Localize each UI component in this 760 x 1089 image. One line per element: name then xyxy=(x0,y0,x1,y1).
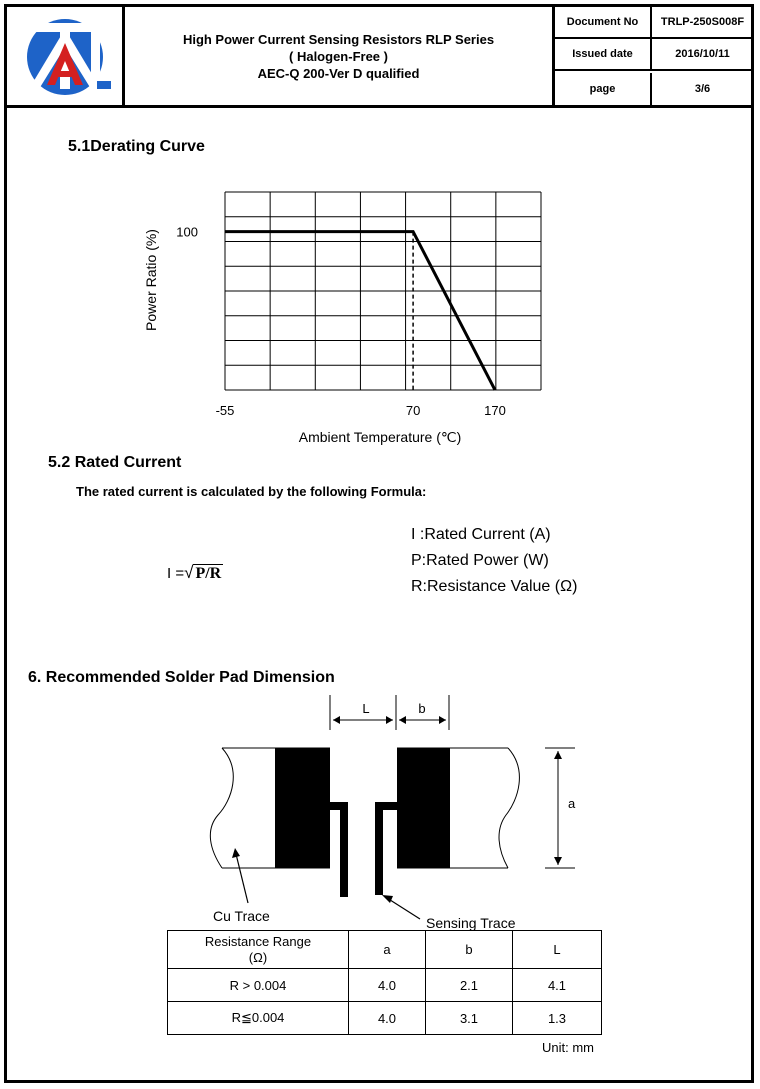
y-tick-label: 100 xyxy=(176,224,198,240)
section-heading-derating: 5.1Derating Curve xyxy=(68,138,205,155)
chart-y-label: Power Ratio (%) xyxy=(143,229,159,331)
x-tick-label: -55 xyxy=(215,403,235,418)
label-sensing-trace: Sensing Trace xyxy=(426,915,516,931)
meta-document-no xyxy=(555,7,753,39)
legend-power: P:Rated Power (W) xyxy=(411,552,549,569)
dim-label-L: L xyxy=(362,701,370,716)
cell-a: 4.0 xyxy=(349,1002,426,1035)
formula-radicand: P/R xyxy=(195,565,222,582)
cell-b: 2.1 xyxy=(426,969,513,1002)
company-logo xyxy=(7,7,125,105)
sqrt-symbol: √ xyxy=(184,563,194,582)
meta-value: 3/6 xyxy=(694,83,711,95)
cell-a: 4.0 xyxy=(349,969,426,1002)
header-b: b xyxy=(426,931,513,969)
meta-label: page xyxy=(555,73,652,105)
legend-current: I :Rated Current (A) xyxy=(411,526,551,543)
header-L: L xyxy=(513,931,602,969)
document-title xyxy=(125,7,555,105)
title-line-2: ( Halogen-Free ) xyxy=(289,48,388,64)
formula xyxy=(167,563,223,583)
page-frame xyxy=(4,4,754,1083)
cell-b: 3.1 xyxy=(426,1002,513,1035)
title-line-3: AEC-Q 200-Ver D qualified xyxy=(257,65,420,81)
rated-current-intro: The rated current is calculated by the following Formula: xyxy=(76,484,427,499)
x-tick-label: 70 xyxy=(405,403,421,418)
x-tick-label: 170 xyxy=(484,403,506,418)
formula-lhs: I = xyxy=(167,565,185,582)
legend-resistance: R:Resistance Value (Ω) xyxy=(411,578,578,595)
formula-legend xyxy=(411,522,577,600)
meta-issued-date xyxy=(555,39,753,71)
meta-page xyxy=(555,73,753,105)
logo-cell xyxy=(7,7,125,105)
document-header xyxy=(7,7,753,108)
cell-range: R > 0.004 xyxy=(168,969,349,1002)
meta-label: Document No xyxy=(555,7,652,37)
cell-L: 4.1 xyxy=(513,969,602,1002)
title-line-1: High Power Current Sensing Resistors RLP Series xyxy=(182,31,495,47)
dim-label-b: b xyxy=(418,701,426,716)
cell-range: R≦0.004 xyxy=(168,1002,349,1035)
header-resistance-range: Resistance Range (Ω) xyxy=(168,931,349,969)
document-meta xyxy=(555,7,753,105)
chart-x-label: Ambient Temperature (℃) xyxy=(298,429,462,445)
cell-L: 1.3 xyxy=(513,1002,602,1035)
section-heading-solder-pad: 6. Recommended Solder Pad Dimension xyxy=(28,669,335,686)
resistance-table xyxy=(167,930,602,1035)
dim-label-a: a xyxy=(568,796,576,811)
meta-value: 2016/10/11 xyxy=(675,48,730,60)
meta-label: Issued date xyxy=(555,39,652,69)
section-heading-rated-current: 5.2 Rated Current xyxy=(48,454,182,471)
table-header-row xyxy=(168,931,602,969)
unit-label: Unit: mm xyxy=(542,1040,594,1055)
meta-value: TRLP-250S008F xyxy=(660,16,745,28)
table-row xyxy=(168,1002,602,1035)
table-row xyxy=(168,969,602,1002)
header-a: a xyxy=(349,931,426,969)
label-cu-trace: Cu Trace xyxy=(213,908,270,924)
